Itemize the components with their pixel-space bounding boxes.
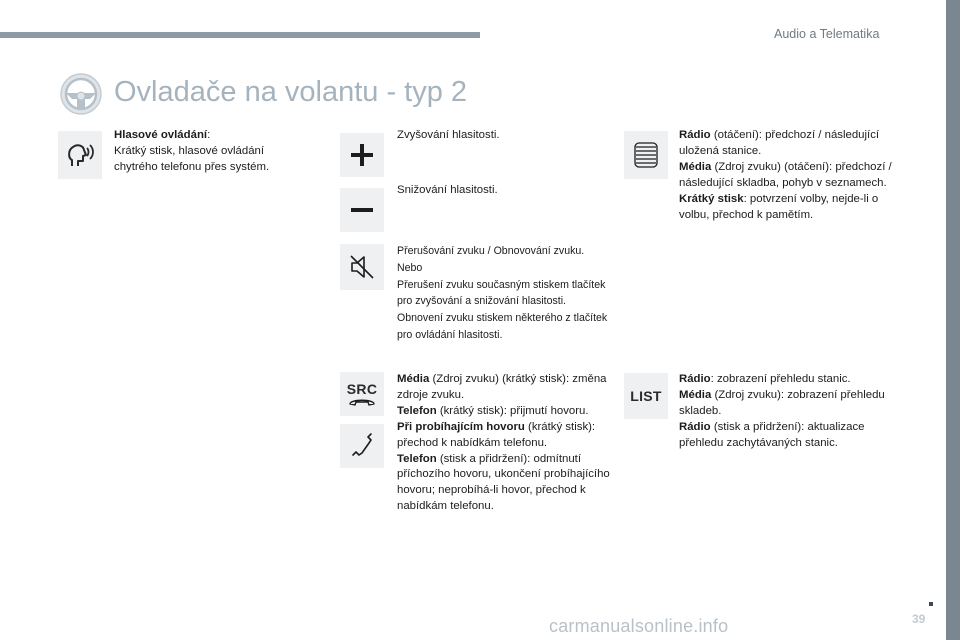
mute-icon [340, 244, 384, 290]
phone-hold-label: Telefon [397, 452, 437, 465]
mute-line: Obnovení zvuku stiskem některého z tlačítek pro ovládání hlasitosti. [397, 312, 608, 341]
phone-text: (krátký stisk): přijmutí hovoru. [436, 404, 589, 417]
short-press-label: Krátký stisk [679, 192, 744, 205]
list-button-icon [624, 373, 668, 419]
radio-hold-label: Rádio [679, 420, 711, 433]
media-text: (Zdroj zvuku) (krátký stisk): změna zdroje zvuku. [397, 373, 607, 401]
volume-up-text: Zvyšování hlasitosti. [397, 129, 500, 141]
src-label: SRC [346, 381, 378, 397]
call-text: (krátký stisk): přechod k nabídkám telefonu. [397, 420, 596, 449]
mute-line: Přerušování zvuku / Obnovování zvuku. [397, 245, 585, 257]
phone-label: Telefon [397, 404, 437, 417]
wheel-description [679, 128, 894, 223]
voice-heading: Hlasové ovládání [114, 129, 208, 141]
page-number: 39 [912, 612, 926, 626]
radio-text: (otáčení): předchozí / následující uložená stanice. [679, 129, 880, 157]
media-label: Média [679, 388, 712, 401]
phone-icon [340, 424, 384, 468]
watermark: carmanualsonline.info [549, 616, 729, 636]
call-label: Při probíhajícím hovoru [397, 420, 525, 433]
mute-line: Nebo [397, 261, 423, 274]
radio-label: Rádio [679, 129, 711, 141]
voice-body: Krátký stisk, hlasové ovládání chytrého telefonu přes systém. [114, 144, 270, 173]
page-marker [929, 602, 933, 606]
radio-label: Rádio [679, 373, 711, 385]
src-button-icon [340, 372, 384, 416]
steering-wheel-icon [58, 71, 104, 117]
media-text: (Zdroj zvuku): zobrazení přehledu skladeb. [679, 388, 885, 417]
thumbwheel-icon [624, 131, 668, 179]
voice-description [114, 128, 299, 176]
phone-hold-text: (stisk a přidržení): odmítnutí příchozího hovoru, ukončení probíhajícího hovoru; neprobíhá-li hovor, přechod k nabídkám telefonu. [397, 452, 610, 513]
media-label: Média [679, 160, 712, 173]
media-text: (Zdroj zvuku) (otáčení): předchozí / následující skladba, pohyb v seznamech. [679, 160, 892, 189]
short-press-text: : potvrzení volby, nejde-li o volbu, přechod k pamětím. [679, 192, 879, 221]
src-phone-description [397, 372, 612, 515]
voice-heading-suffix: : [207, 129, 211, 141]
radio-hold-text: (stisk a přidržení): aktualizace přehledu zachytávaných stanic. [679, 420, 865, 449]
mute-description [397, 243, 612, 344]
plus-icon [340, 133, 384, 177]
page-title: Ovladače na volantu - typ 2 [114, 76, 468, 108]
minus-icon [340, 188, 384, 232]
list-description [679, 372, 894, 452]
header-bar [0, 32, 480, 38]
section-label: Audio a Telematika [774, 27, 880, 41]
mute-line: Přerušení zvuku současným stiskem tlačítek pro zvyšování a snižování hlasitosti. [397, 278, 606, 308]
list-label: LIST [630, 388, 662, 404]
voice-command-icon [58, 131, 102, 179]
volume-down-text: Snižování hlasitosti. [397, 184, 498, 196]
side-strip [946, 0, 960, 640]
media-label: Média [397, 373, 430, 385]
radio-text: : zobrazení přehledu stanic. [710, 373, 851, 385]
